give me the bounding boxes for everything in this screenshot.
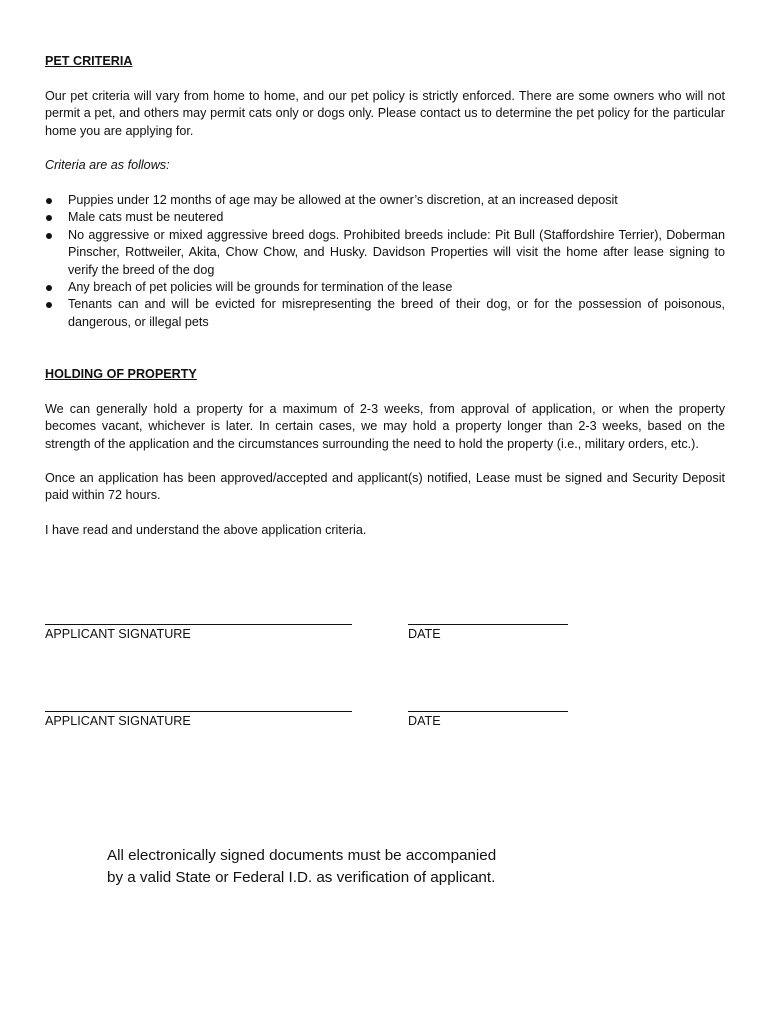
holding-heading: HOLDING OF PROPERTY	[45, 367, 197, 381]
criteria-label: Criteria are as follows:	[45, 158, 170, 172]
acknowledgement-block	[45, 522, 725, 539]
holding-section	[45, 366, 725, 383]
pet-criteria-intro-block	[45, 88, 725, 140]
holding-para1-block	[45, 401, 725, 453]
criteria-label-block	[45, 157, 725, 174]
bullet-icon	[46, 233, 52, 239]
verification-note-line-2: by a valid State or Federal I.D. as verification of applicant.	[107, 869, 496, 886]
list-item-text: Puppies under 12 months of age may be allowed at the owner’s discretion, at an increased deposit	[68, 193, 618, 207]
bullet-icon	[46, 215, 52, 221]
holding-paragraph-1: We can generally hold a property for a maximum of 2-3 weeks, from approval of application, or when the property becomes vacant, whichever is later. In certain cases, we may hold a property longer than 2-3 weeks, based on the strength of the application and the circumstances surrounding the need to hold the property (i.e., military orders, etc.).	[45, 402, 725, 451]
list-item-text: Tenants can and will be evicted for misrepresenting the breed of their dog, or for the possession of poisonous, dangerous, or illegal pets	[68, 297, 725, 329]
verification-note-line-1: All electronically signed documents must be accompanied	[107, 847, 497, 864]
bullet-icon	[46, 198, 52, 204]
holding-para2-block	[45, 470, 725, 505]
list-item-text: Any breach of pet policies will be grounds for termination of the lease	[68, 280, 453, 295]
pet-criteria-heading: PET CRITERIA	[45, 54, 133, 68]
acknowledgement-text: I have read and understand the above application criteria.	[45, 523, 367, 537]
holding-paragraph-2: Once an application has been approved/accepted and applicant(s) notified, Lease must be signed and Security Deposit paid within 72 hours.	[45, 471, 725, 503]
list-item	[45, 227, 725, 279]
date-line-1[interactable]	[408, 624, 568, 625]
list-item	[45, 296, 725, 331]
list-item	[45, 279, 725, 296]
applicant-signature-line-1[interactable]	[45, 624, 352, 625]
date-label-2: DATE	[408, 714, 441, 728]
list-item-text: Male cats must be neutered	[68, 210, 224, 225]
bullet-icon	[46, 285, 52, 291]
pet-criteria-intro: Our pet criteria will vary from home to home, and our pet policy is strictly enforced. There are some owners who will not permit a pet, and others may permit cats only or dogs only. Please contact us to determine the pet policy for the particular home you are applying for.	[45, 89, 725, 138]
bullet-icon	[46, 302, 52, 308]
criteria-list	[45, 192, 725, 331]
applicant-signature-label-1: APPLICANT SIGNATURE	[45, 627, 191, 641]
pet-criteria-section	[45, 53, 725, 70]
applicant-signature-label-2: APPLICANT SIGNATURE	[45, 714, 191, 728]
applicant-signature-line-2[interactable]	[45, 711, 352, 712]
date-line-2[interactable]	[408, 711, 568, 712]
criteria-list-block	[45, 192, 725, 331]
date-label-1: DATE	[408, 627, 441, 641]
list-item	[45, 192, 725, 209]
list-item-text: No aggressive or mixed aggressive breed dogs. Prohibited breeds include: Pit Bull (Staffordshire Terrier), Doberman Pinscher, Rottweiler, Akita, Chow Chow, and Husky. Davidson Properties will visit the home after lease signing to verify the breed of the dog	[68, 227, 725, 277]
list-item	[45, 209, 725, 226]
verification-note	[107, 845, 527, 889]
